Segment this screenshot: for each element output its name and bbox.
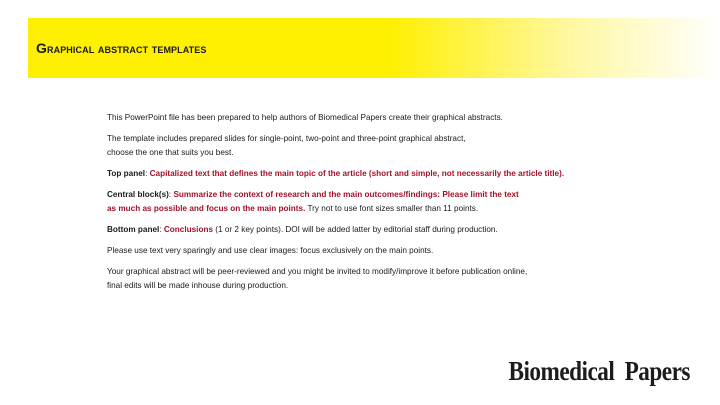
review-text-line1: Your graphical abstract will be peer-reviewed and you might be invited to modify/improve it before publication online,: [107, 267, 528, 276]
bottom-panel-highlight: Conclusions: [163, 225, 214, 234]
title-banner: [28, 18, 720, 78]
intro-text: This PowerPoint file has been prepared to help authors of Biomedical Papers create their graphical abstracts.: [107, 113, 503, 122]
sparing-text: Please use text very sparingly and use clear images: focus exclusively on the main points.: [107, 246, 434, 255]
top-panel-label: Top panel: [107, 169, 146, 178]
template-text-line1: The template includes prepared slides for single-point, two-point and three-point graphical abstract,: [107, 134, 466, 143]
bottom-panel-text: (1 or 2 key points). DOI will be added latter by editorial staff during production.: [213, 225, 498, 234]
bottom-panel-paragraph: [107, 223, 647, 237]
logo-word-papers: Papers: [624, 356, 690, 386]
top-panel-sep: :: [145, 169, 150, 178]
template-paragraph: [107, 132, 647, 160]
top-panel-paragraph: [107, 167, 647, 181]
central-block-description-line1: Summarize the context of research and the main outcomes/findings: Please limit the text: [173, 190, 519, 199]
bottom-panel-label: Bottom panel: [107, 225, 160, 234]
central-block-description-line2: as much as possible and focus on the main points.: [107, 204, 306, 213]
intro-paragraph: [107, 111, 647, 125]
review-paragraph: [107, 265, 647, 293]
journal-logo: [509, 356, 690, 387]
central-block-paragraph: [107, 188, 647, 216]
logo-word-biomedical: Biomedical: [508, 356, 615, 386]
top-panel-description: Capitalized text that defines the main topic of the article (short and simple, not necessarily the article title).: [149, 169, 565, 178]
instructions-body: [107, 111, 647, 300]
sparing-text-paragraph: [107, 244, 647, 258]
central-block-tail: Try not to use font sizes smaller than 11 points.: [305, 204, 479, 213]
review-text-line2: final edits will be made inhouse during production.: [107, 281, 289, 290]
central-block-label: Central block(s): [107, 190, 169, 199]
template-text-line2: choose the one that suits you best.: [107, 148, 234, 157]
central-block-sep: :: [168, 190, 174, 199]
slide-title: Graphical abstract templates: [36, 40, 207, 56]
bottom-panel-sep: :: [159, 225, 164, 234]
